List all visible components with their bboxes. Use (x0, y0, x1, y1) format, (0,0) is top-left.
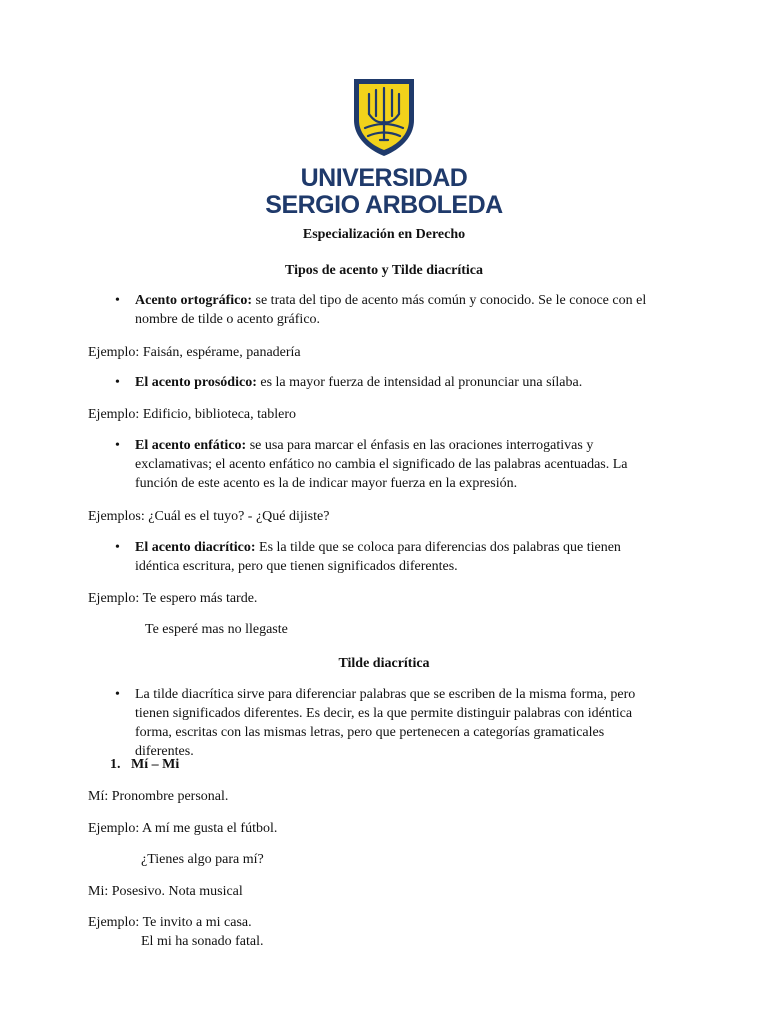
bullet-body: es la mayor fuerza de intensidad al pronunciar una sílaba. (256, 375, 583, 390)
bullet-term: El acento prosódico: (135, 375, 257, 390)
bullet-body: se usa para marcar el énfasis en las oraciones interrogativas y exclamativas; el acento enfático no cambia el significado de las palabras acentuadas. La función de este acento es la de indicar mayor fuerza en la expresión. (135, 438, 628, 491)
example-line: Ejemplo: Te invito a mi casa. (88, 915, 252, 930)
example-line: Ejemplo: Te espero más tarde. (88, 591, 258, 606)
document-title: Tipos de acento y Tilde diacrítica (285, 263, 483, 278)
bullet-acento-ortografico (135, 291, 665, 329)
wordmark-line-1: UNIVERSIDAD (300, 164, 468, 192)
example-line: Ejemplo: A mí me gusta el fútbol. (88, 821, 278, 836)
example-line: Ejemplo: Faisán, espérame, panadería (88, 345, 301, 360)
university-wordmark (265, 166, 502, 218)
example-line: Ejemplos: ¿Cuál es el tuyo? - ¿Qué dijiste? (88, 509, 330, 524)
bullet-body: La tilde diacrítica sirve para diferenciar palabras que se escriben de la misma forma, pero tienen significados diferentes. Es decir, es la que permite distinguir palabras con idéntica forma, escritas con las mismas letras, pero que pertenecen a categorías gramaticales diferentes. (135, 687, 636, 759)
bullet-acento-diacritico (135, 538, 665, 576)
bullet-term: El acento enfático: (135, 438, 247, 453)
example-line: Te esperé mas no llegaste (145, 622, 288, 637)
bullet-marker: • (115, 540, 120, 555)
wordmark-line-2: SERGIO ARBOLEDA (265, 191, 503, 219)
example-line: El mi ha sonado fatal. (141, 934, 264, 949)
bullet-tilde-diacritica (135, 685, 665, 761)
bullet-acento-prosodico (135, 373, 665, 392)
definition-line: Mí: Pronombre personal. (88, 789, 229, 804)
list-label: Mí – Mi (131, 757, 180, 772)
program-heading: Especialización en Derecho (302, 227, 466, 242)
bullet-body: se trata del tipo de acento más común y conocido. Se le conoce con el nombre de tilde o acento gráfico. (135, 293, 647, 327)
numbered-item (110, 755, 179, 774)
bullet-marker: • (115, 438, 120, 453)
bullet-acento-enfatico (135, 436, 665, 493)
definition-line: Mi: Posesivo. Nota musical (88, 884, 243, 899)
bullet-body: Es la tilde que se coloca para diferencias dos palabras que tienen idéntica escritura, pero que tienen significados diferentes. (135, 540, 621, 574)
list-number: 1. (110, 757, 121, 772)
bullet-term: El acento diacrítico: (135, 540, 256, 555)
section-heading: Tilde diacrítica (338, 656, 430, 671)
example-line: Ejemplo: Edificio, biblioteca, tablero (88, 407, 296, 422)
bullet-marker: • (115, 293, 120, 308)
bullet-term: Acento ortográfico: (135, 293, 253, 308)
bullet-marker: • (115, 687, 120, 702)
shield-icon (351, 76, 417, 158)
example-line: ¿Tienes algo para mí? (141, 852, 264, 867)
bullet-marker: • (115, 375, 120, 390)
university-logo (0, 76, 768, 218)
